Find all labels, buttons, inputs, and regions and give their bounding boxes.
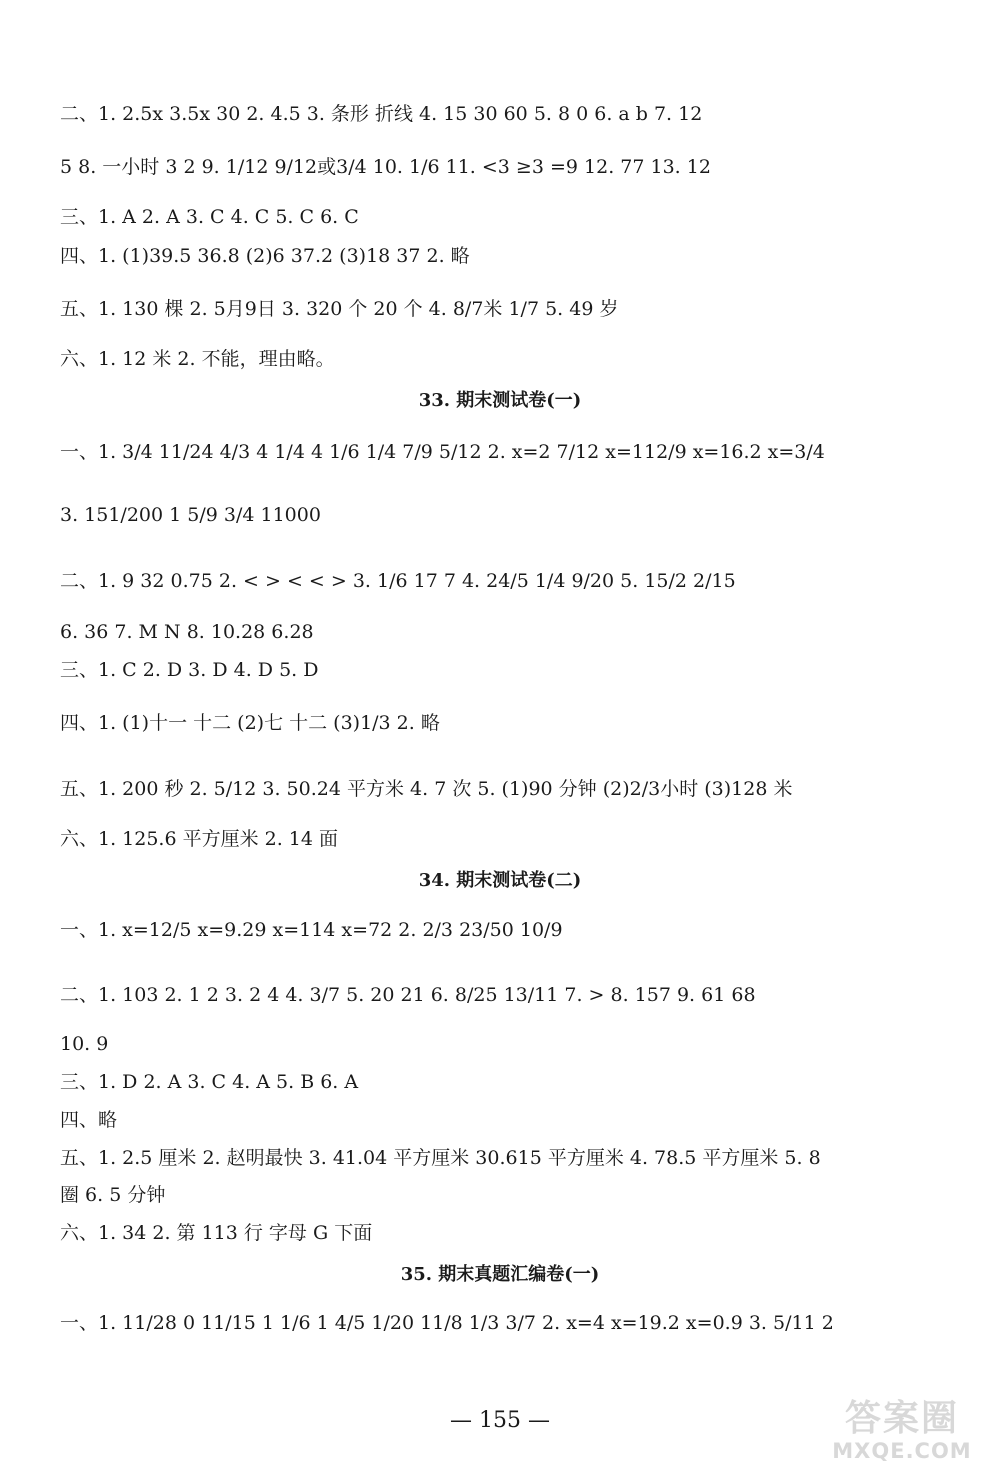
- answer-line: 三、1. C 2. D 3. D 4. D 5. D: [60, 659, 319, 681]
- answer-line: 二、1. 103 2. 1 2 3. 2 4 4. 3/7 5. 20 21 6. 8/25 13/11 7. > 8. 157 9. 61 68: [60, 984, 756, 1006]
- answer-line: 四、1. (1)十一 十二 (2)七 十二 (3)1/3 2. 略: [60, 712, 440, 734]
- answer-line: 六、1. 125.6 平方厘米 2. 14 面: [60, 828, 339, 850]
- section-heading-34: 34. 期末测试卷(二): [418, 870, 582, 891]
- answer-line: 一、1. x=12/5 x=9.29 x=114 x=72 2. 2/3 23/50 10/9: [60, 919, 563, 941]
- answer-line: 五、1. 2.5 厘米 2. 赵明最快 3. 41.04 平方厘米 30.615 平方厘米 4. 78.5 平方厘米 5. 8: [60, 1147, 821, 1169]
- answer-line: 六、1. 34 2. 第 113 行 字母 G 下面: [60, 1222, 373, 1244]
- answer-line: 二、1. 9 32 0.75 2. < > < < > 3. 1/6 17 7 4. 24/5 1/4 9/20 5. 15/2 2/15: [60, 570, 736, 592]
- answer-line: 一、1. 3/4 11/24 4/3 4 1/4 4 1/6 1/4 7/9 5/12 2. x=2 7/12 x=112/9 x=16.2 x=3/4: [60, 441, 825, 463]
- section-heading-33: 33. 期末测试卷(一): [418, 390, 582, 411]
- answer-line: 6. 36 7. M N 8. 10.28 6.28: [60, 621, 314, 643]
- answer-line: 五、1. 130 棵 2. 5月9日 3. 320 个 20 个 4. 8/7米 1/7 5. 49 岁: [60, 298, 619, 320]
- answer-line: 四、略: [60, 1109, 118, 1131]
- answer-line: 10. 9: [60, 1033, 109, 1055]
- page-number: — 155 —: [450, 1408, 550, 1433]
- answer-line: 5 8. 一小时 3 2 9. 1/12 9/12或3/4 10. 1/6 11. <3 ≥3 =9 12. 77 13. 12: [60, 156, 711, 178]
- answer-line: 3. 151/200 1 5/9 3/4 11000: [60, 504, 321, 526]
- answer-line: 六、1. 12 米 2. 不能，理由略。: [60, 348, 335, 370]
- answer-line: 三、1. A 2. A 3. C 4. C 5. C 6. C: [60, 206, 359, 228]
- answer-line: 一、1. 11/28 0 11/15 1 1/6 1 4/5 1/20 11/8 1/3 3/7 2. x=4 x=19.2 x=0.9 3. 5/11 2: [60, 1312, 834, 1334]
- site-watermark: [818, 1399, 986, 1463]
- watermark-logo-text: 答案圈: [844, 1398, 959, 1439]
- section-heading-35: 35. 期末真题汇编卷(一): [400, 1264, 600, 1285]
- answer-line: 二、1. 2.5x 3.5x 30 2. 4.5 3. 条形 折线 4. 15 30 60 5. 8 0 6. a b 7. 12: [60, 103, 703, 125]
- answer-line: 四、1. (1)39.5 36.8 (2)6 37.2 (3)18 37 2. 略: [60, 245, 470, 267]
- watermark-url: MXQE.COM: [832, 1439, 972, 1463]
- answer-line: 五、1. 200 秒 2. 5/12 3. 50.24 平方米 4. 7 次 5. (1)90 分钟 (2)2/3小时 (3)128 米: [60, 778, 793, 800]
- answer-line: 圈 6. 5 分钟: [60, 1184, 166, 1206]
- answer-line: 三、1. D 2. A 3. C 4. A 5. B 6. A: [60, 1071, 359, 1093]
